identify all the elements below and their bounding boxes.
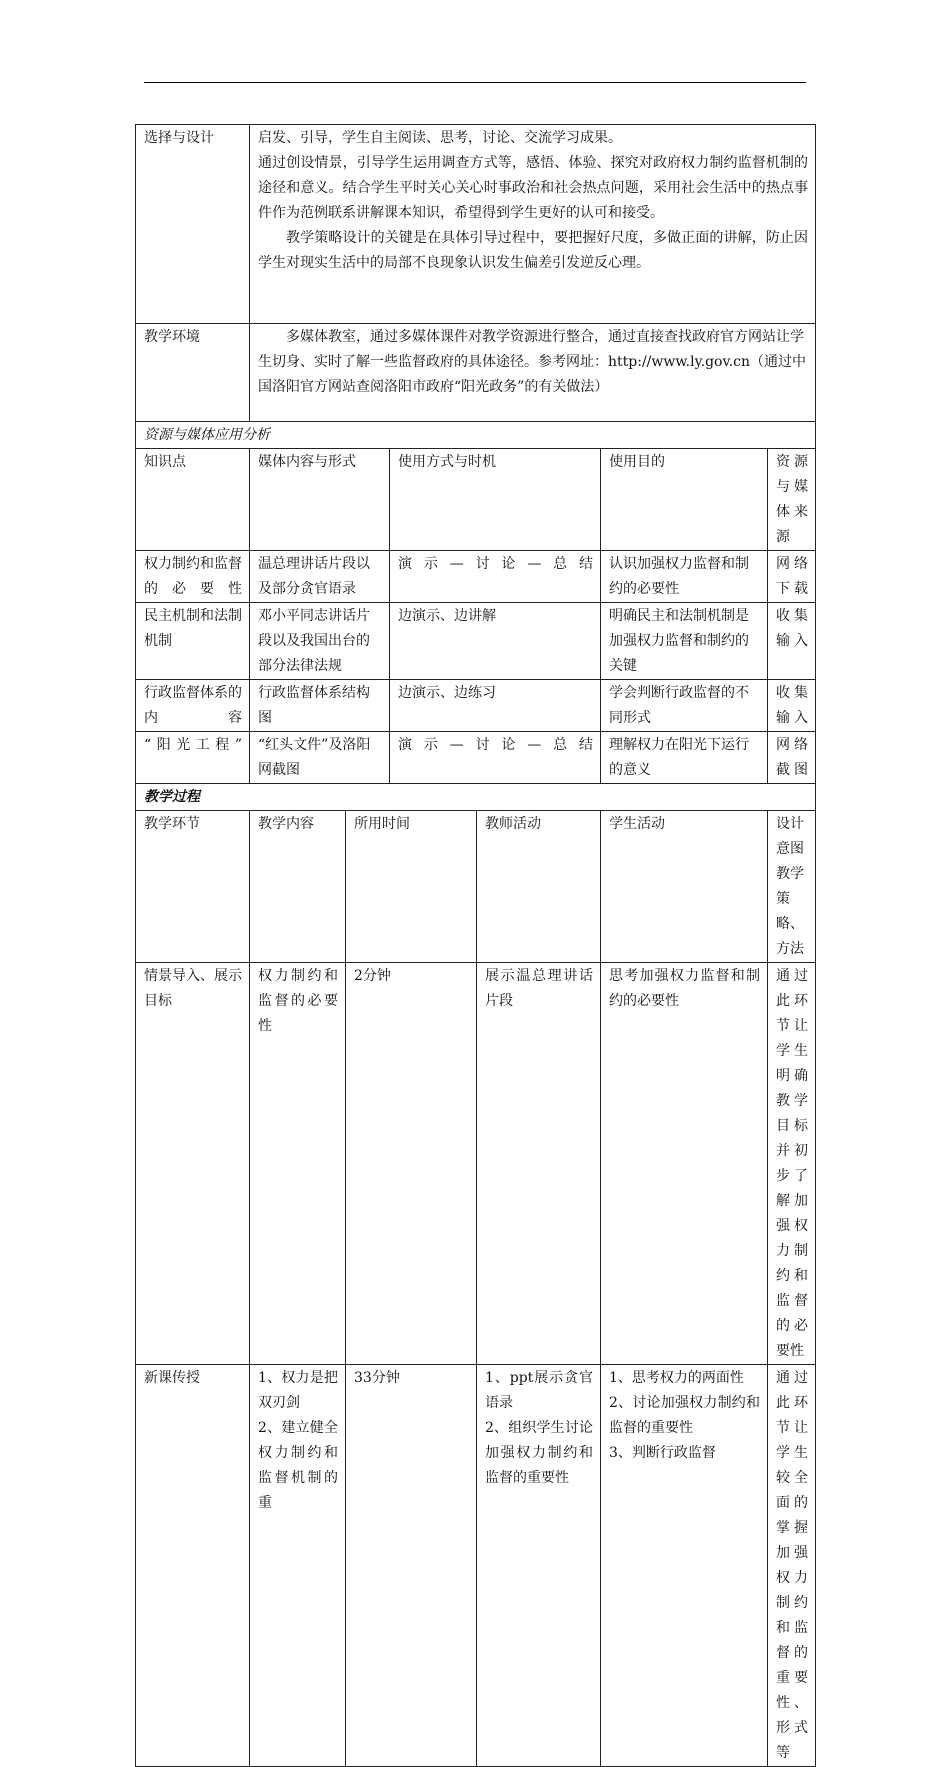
process-header-row: [136, 811, 816, 963]
resources-cell: 边演示、边讲解: [390, 603, 601, 680]
process-intent: 通过此环节让学生较全面的掌握加强权力制约和监督的重要性、形式等: [768, 1365, 816, 1767]
resources-header-cell: 使用目的: [601, 449, 768, 551]
resources-cell: 行政监督体系结构图: [250, 680, 390, 732]
design-row: [136, 125, 816, 324]
resources-header-row: [136, 449, 816, 551]
process-stage: 新课传授: [136, 1365, 250, 1767]
resources-cell: 网络截图: [768, 732, 816, 784]
environment-text: 多媒体教室，通过多媒体课件对教学资源进行整合，通过直接查找政府官方网站让学生切身、实时了解一些监督政府的具体途径。参考网址：http://www.ly.gov.cn（通过中国洛阳官方网站查阅洛阳市政府“阳光政务”的有关做法）: [258, 329, 807, 395]
resources-row: [136, 603, 816, 680]
resources-row: [136, 680, 816, 732]
environment-content: [250, 324, 816, 422]
lesson-plan-table: [135, 124, 816, 1767]
process-teacher: 展示温总理讲话片段: [477, 963, 601, 1365]
process-intent: 通过此环节让学生明确教学目标并初步了解加强权力制约和监督的必要性: [768, 963, 816, 1365]
process-teacher: 1、ppt展示贪官语录 2、组织学生讨论加强权力制约和监督的重要性: [477, 1365, 601, 1767]
process-row: [136, 963, 816, 1365]
process-student: 思考加强权力监督和制约的必要性: [601, 963, 768, 1365]
resources-cell: 民主机制和法制机制: [136, 603, 250, 680]
resources-row: [136, 732, 816, 784]
resources-cell: 收集输入: [768, 680, 816, 732]
header-rule: [144, 82, 806, 83]
resources-header-cell: 知识点: [136, 449, 250, 551]
process-row: [136, 1365, 816, 1767]
process-header-cell: 学生活动: [601, 811, 768, 963]
process-stage: 情景导入、展示目标: [136, 963, 250, 1365]
resources-cell: 演示—讨论—总结: [390, 732, 601, 784]
resources-header-cell: 使用方式与时机: [390, 449, 601, 551]
process-header-cell: 所用时间: [346, 811, 477, 963]
process-content: 1、权力是把双刃剑 2、建立健全权力制约和监督机制的重: [250, 1365, 346, 1767]
design-paragraph-1: 启发、引导，学生自主阅读、思考，讨论、交流学习成果。: [258, 130, 622, 146]
resources-header-cell: 媒体内容与形式: [250, 449, 390, 551]
process-content: 权力制约和监督的必要性: [250, 963, 346, 1365]
process-student: 1、思考权力的两面性 2、讨论加强权力制约和监督的重要性 3、判断行政监督: [601, 1365, 768, 1767]
resources-cell: 认识加强权力监督和制约的必要性: [601, 551, 768, 603]
design-paragraph-2: 通过创设情景，引导学生运用调查方式等，感悟、体验、探究对政府权力制约监督机制的途径和意义。结合学生平时关心关心时事政治和社会热点问题，采用社会生活中的热点事件作为范例联系讲解课本知识，希望得到学生更好的认可和接受。: [258, 155, 809, 221]
environment-label: 教学环境: [136, 324, 250, 422]
process-header-cell: 教学环节: [136, 811, 250, 963]
process-time: 2分钟: [346, 963, 477, 1365]
resources-cell: 理解权力在阳光下运行的意义: [601, 732, 768, 784]
resources-cell: 行政监督体系的内容: [136, 680, 250, 732]
process-header-cell: 教师活动: [477, 811, 601, 963]
resources-cell: 网络下载: [768, 551, 816, 603]
resources-cell: 收集输入: [768, 603, 816, 680]
resources-cell: 权力制约和监督的必要性: [136, 551, 250, 603]
process-time: 33分钟: [346, 1365, 477, 1767]
resources-cell: 演示—讨论—总结: [390, 551, 601, 603]
resources-header-cell: 资源与媒体来源: [768, 449, 816, 551]
resources-cell: 邓小平同志讲话片段以及我国出台的部分法律法规: [250, 603, 390, 680]
process-header-cell: 教学内容: [250, 811, 346, 963]
design-content: [250, 125, 816, 324]
resources-row: [136, 551, 816, 603]
resources-section-title: 资源与媒体应用分析: [136, 422, 816, 449]
resources-cell: 学会判断行政监督的不同形式: [601, 680, 768, 732]
process-section-row: [136, 784, 816, 811]
process-section-title: 教学过程: [136, 784, 816, 811]
resources-cell: “红头文件”及洛阳网截图: [250, 732, 390, 784]
resources-cell: 边演示、边练习: [390, 680, 601, 732]
resources-cell: 温总理讲话片段以及部分贪官语录: [250, 551, 390, 603]
design-label: 选择与设计: [136, 125, 250, 324]
resources-cell: “阳光工程”: [136, 732, 250, 784]
environment-row: [136, 324, 816, 422]
resources-section-row: [136, 422, 816, 449]
process-header-cell: 设计意图教学策略、方法: [768, 811, 816, 963]
design-paragraph-3: 教学策略设计的关键是在具体引导过程中，要把握好尺度，多做正面的讲解，防止因学生对现实生活中的局部不良现象认识发生偏差引发逆反心理。: [258, 230, 809, 271]
resources-cell: 明确民主和法制机制是加强权力监督和制约的关键: [601, 603, 768, 680]
